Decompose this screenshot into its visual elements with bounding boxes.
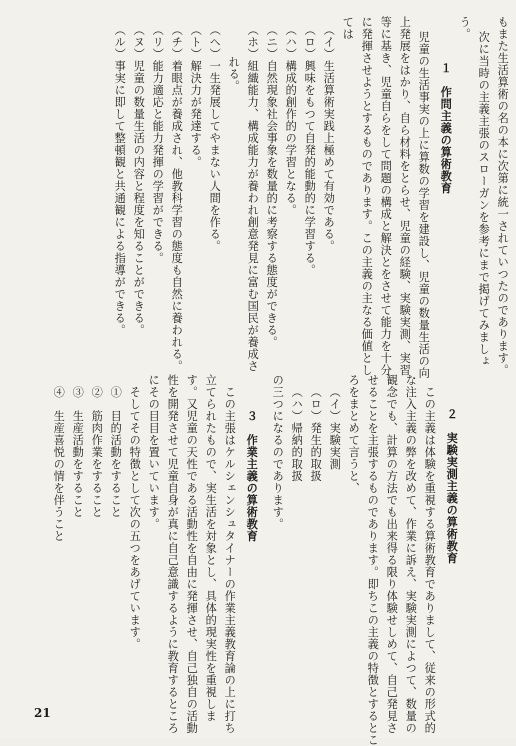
page-number: 21 bbox=[34, 706, 51, 720]
list-item: （ホ）組織能力、構成能力が養われ創意発見に富む国民が養成さ bbox=[246, 24, 260, 372]
text-column: 観念でも、計算の方法でも出来得る限り体験せしめて、自己発見さ bbox=[385, 374, 399, 734]
text-column: この主張はケルシェンシュタイナーの作業主義教育論の上に打ち bbox=[223, 386, 237, 734]
text-column: 性を開発させて児童自身が真に自己意識するように教育するところ bbox=[166, 374, 180, 734]
list-item: ① 目的活動をすること bbox=[109, 386, 123, 518]
text-column: に発揮させようとするものであります。この主義の主なる価値とし bbox=[360, 16, 374, 376]
list-item: （イ）実験実測 bbox=[328, 386, 342, 470]
list-item: （ハ）帰納的取扱 bbox=[290, 386, 304, 482]
text-column: な注入主義の弊を改めて、作業に訴え、実験実測によつて、数量の bbox=[404, 374, 418, 734]
text-column: れる。 bbox=[227, 56, 241, 92]
list-item: （ロ）発生的取扱 bbox=[309, 386, 323, 482]
text-column: の三つになるのであります。 bbox=[271, 374, 285, 530]
list-item: （ヌ）児童の数量生活の内容と程度を知ることができる。 bbox=[132, 24, 146, 336]
section-heading: ３ 作業主義の算術教育 bbox=[245, 410, 260, 542]
text-column: もまた生活算術の名の本に次第に統一されていつたのであります。 bbox=[496, 16, 510, 376]
list-item: （チ）着眼点が養成され、他教科学習の態度も自然に養われる。 bbox=[170, 24, 184, 372]
text-column: にその目目を置いています。 bbox=[147, 374, 161, 530]
list-item: （ル）事実に即して整頓観と共通観による指導ができる。 bbox=[113, 24, 127, 336]
section-heading: １ 作問主義の算術教育 bbox=[439, 62, 454, 194]
text-column: う。 bbox=[458, 16, 472, 40]
text-column: ては bbox=[341, 16, 355, 40]
list-item: （ヘ）一生発展してやまない人間を作る。 bbox=[208, 24, 222, 252]
text-column: せることを主張するものであります。即ちこの主義の特徴とするとこ bbox=[366, 374, 380, 746]
list-item: （ト）解決力が発達する。 bbox=[189, 24, 203, 168]
text-column: す。又児童の天性である活動性を自由に発揮させ、自己独自の活動 bbox=[185, 374, 199, 734]
text-column: 次に当時の主義主張のスローガンを参考にまで掲げてみましょ bbox=[477, 31, 491, 367]
list-item: （ハ）構成的創作的の学習となる。 bbox=[284, 24, 298, 216]
list-item: （イ）生活算術実践上極めて有効である。 bbox=[322, 24, 336, 252]
section-heading: ２ 実験実測主義の算術教育 bbox=[445, 408, 460, 564]
list-item: （ニ）自然現象社会事象を数量的に考察する態度ができる。 bbox=[265, 24, 279, 348]
text-column: この主義は体験を重視する算術教育でありまして、従来の形式的 bbox=[423, 386, 437, 734]
text-column: 等に基き、児童自らをして問題の構成と解決とをさせて能力を十分 bbox=[379, 16, 393, 376]
text-column: ろをまとめて言うと、 bbox=[347, 374, 361, 494]
list-item: （リ）能力適応と能力発揮の学習ができる。 bbox=[151, 24, 165, 264]
list-item: ② 筋肉作業をすること bbox=[90, 386, 104, 518]
list-item: ④ 生産喜悦の情を伴うこと bbox=[52, 386, 66, 542]
text-column: 上発展をはかり、自ら材料をとらせ、児童の経験、実験実測、実習 bbox=[398, 16, 412, 376]
text-column: 立てられたもので、実生活を対象とし、具体的現実性を重視しま bbox=[204, 374, 218, 722]
list-item: ③ 生産活動をすること bbox=[71, 386, 85, 518]
text-column: 児童の生活事実の上に算数の学習を建設し、児童の数量生活の向 bbox=[417, 31, 431, 379]
text-column: そしてその特徴として次の五つをあげています。 bbox=[128, 386, 142, 650]
list-item: （ロ）興味をもつて自発的能動的に学習する。 bbox=[303, 24, 317, 276]
